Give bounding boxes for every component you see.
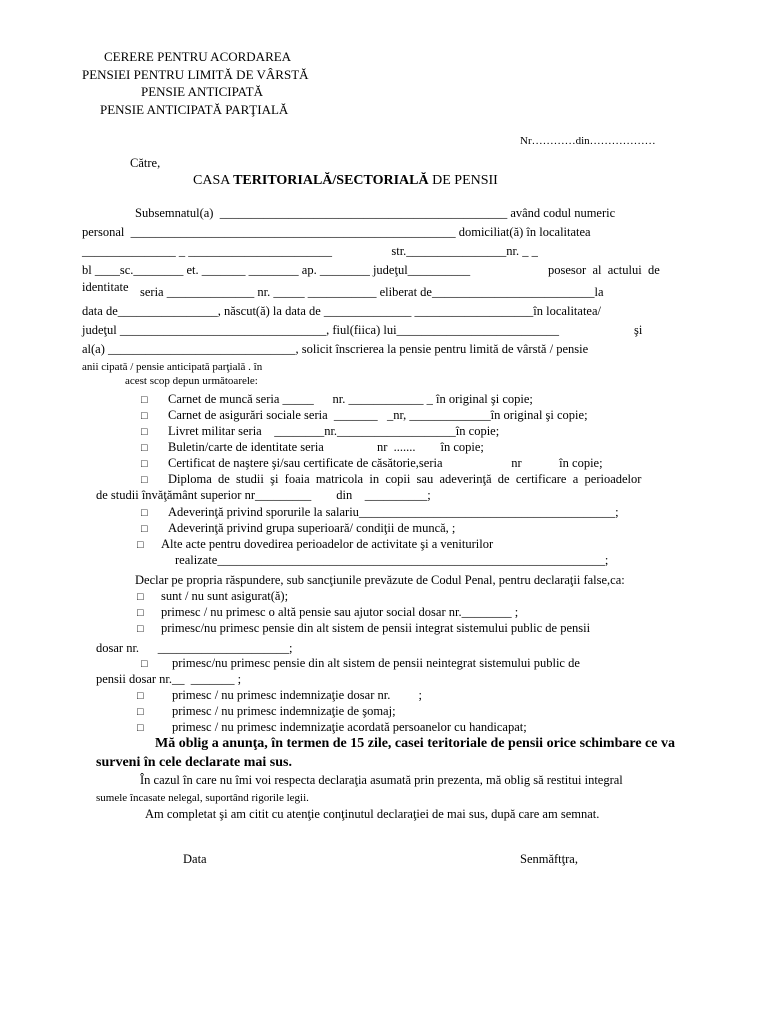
title-line-4: PENSIE ANTICIPATĂ PARŢIALĂ — [100, 102, 289, 117]
checkbox-doc-1[interactable]: □ — [141, 394, 148, 406]
addressee-label: Către, — [130, 156, 161, 170]
checkbox-doc-9[interactable]: □ — [137, 539, 144, 551]
checkbox-decl-4[interactable]: □ — [141, 658, 148, 670]
checkbox-decl-7[interactable]: □ — [137, 722, 144, 734]
birth-date-line[interactable]: data de________________, născut(ă) la data de ______________ ___________________în localitatea/ — [82, 304, 601, 318]
doc-item-5: Certificat de naştere şi/sau certificate de căsătorie,seria nr în copie; — [168, 456, 603, 470]
county-parent-line[interactable]: judeţul _________________________________, fiul(fiica) lui__________________________ — [82, 323, 560, 337]
applicant-name-line[interactable]: Subsemnatul(a) ______________________________________________ având codul numeric — [135, 206, 616, 220]
personal-code-line[interactable]: personal ____________________________________________________ domiciliat(ă) în localitatea — [82, 225, 591, 239]
checkbox-doc-5[interactable]: □ — [141, 458, 148, 470]
checkbox-doc-7[interactable]: □ — [141, 507, 148, 519]
doc-item-2: Carnet de asigurări sociale seria _______ _nr, _____________în original şi copie; — [168, 408, 588, 422]
decl-item-3: primesc/nu primesc pensie din alt sistem de pensii integrat sistemului public de pensii — [161, 621, 591, 635]
doc-item-4: Buletin/carte de identitate seria nr ....... în copie; — [168, 440, 484, 454]
checkbox-decl-1[interactable]: □ — [137, 591, 144, 603]
checkbox-doc-4[interactable]: □ — [141, 442, 148, 454]
title-line-3: PENSIE ANTICIPATĂ — [141, 84, 263, 99]
address-block-line[interactable]: bl ____sc.________ et. _______ ________ ap. ________ judeţul__________ — [82, 263, 471, 277]
title-line-2: PENSIEI PENTRU LIMITĂ DE VÂRSTĂ — [82, 67, 309, 82]
checkbox-decl-5[interactable]: □ — [137, 690, 144, 702]
decl-item-6: primesc / nu primesc indemnizaţie de şomaj; — [172, 704, 396, 718]
decl-item-4-continuation[interactable]: pensii dosar nr.__ _______ ; — [96, 672, 242, 686]
closing-line-1: În cazul în care nu îmi voi respecta declaraţia asumată prin prezenta, mă oblig să restitui integral — [140, 773, 623, 787]
request-continuation: anii cipată / pensie anticipată parţială . în — [82, 361, 263, 373]
checkbox-decl-6[interactable]: □ — [137, 706, 144, 718]
mother-request-line[interactable]: al(a) ______________________________, solicit înscrierea la pensie pentru limită de vârstă / pensie — [82, 342, 589, 356]
doc-item-8: Adeverinţă privind grupa superioară/ condiţii de muncă, ; — [168, 521, 456, 535]
obligation-notice-line-1: Mă oblig a anunţa, în termen de 15 zile, casei teritoriale de pensii orice schimbare ce va — [155, 736, 675, 751]
decl-item-3-continuation[interactable]: dosar nr. _____________________; — [96, 641, 293, 655]
id-series-line[interactable]: seria ______________ nr. _____ ___________ eliberat de__________________________la — [140, 285, 604, 299]
checkbox-decl-3[interactable]: □ — [137, 623, 144, 635]
declaration-intro: Declar pe propria răspundere, sub sancţiunile prevăzute de Codul Penal, pentru declaraţii false,ca: — [135, 573, 625, 587]
doc-item-6-continuation[interactable]: de studii învăţământ superior nr_________ din __________; — [96, 488, 431, 502]
checkbox-doc-8[interactable]: □ — [141, 523, 148, 535]
checkbox-decl-2[interactable]: □ — [137, 607, 144, 619]
identity-doc-label-2: identitate — [82, 280, 129, 294]
doc-item-3: Livret militar seria ________nr.___________________în copie; — [168, 424, 500, 438]
doc-item-1: Carnet de muncă seria _____ nr. ____________ _ în original şi copie; — [168, 392, 533, 406]
doc-item-9-continuation[interactable]: realizate______________________________________________________________; — [175, 553, 609, 567]
documents-intro: acest scop depun următoarele: — [125, 375, 258, 387]
signature-label: Senmăftţra, — [520, 852, 578, 866]
checkbox-doc-6[interactable]: □ — [141, 474, 148, 486]
checkbox-doc-2[interactable]: □ — [141, 410, 148, 422]
closing-line-3: Am completat şi am citit cu atenţie conţinutul declaraţiei de mai sus, după care am semnat. — [145, 807, 600, 821]
registration-number-field[interactable]: Nr…………din……………… — [520, 135, 656, 147]
locality-street-line[interactable]: _______________ _ _______________________ str.________________nr. _ _ — [82, 244, 538, 258]
doc-item-9: Alte acte pentru dovedirea perioadelor de activitate şi a veniturilor — [161, 537, 494, 551]
decl-item-7: primesc / nu primesc indemnizaţie acordată persoanelor cu handicapat; — [172, 720, 527, 734]
and-label: şi — [634, 323, 643, 337]
checkbox-doc-3[interactable]: □ — [141, 426, 148, 438]
decl-item-1: sunt / nu sunt asigurat(ă); — [161, 589, 289, 603]
identity-doc-label-1: posesor al actului de — [548, 263, 660, 277]
doc-item-7: Adeverinţă privind sporurile la salariu_________________________________________; — [168, 505, 619, 519]
closing-line-2: sumele încasate nelegal, suportând rigorile legii. — [96, 792, 309, 804]
decl-item-5: primesc / nu primesc indemnizaţie dosar nr. ; — [172, 688, 422, 702]
decl-item-4: primesc/nu primesc pensie din alt sistem de pensii neintegrat sistemului public de — [172, 656, 580, 670]
doc-item-6: Diploma de studii şi foaia matricola in copii sau adeverinţă de certificare a perioadelor — [168, 472, 642, 486]
obligation-notice-line-2: surveni în cele declarate mai sus. — [96, 755, 292, 770]
addressee-institution: CASA TERITORIALĂ/SECTORIALĂ DE PENSII — [193, 173, 498, 188]
date-label: Data — [183, 852, 207, 866]
title-line-1: CERERE PENTRU ACORDAREA — [104, 49, 292, 64]
decl-item-2: primesc / nu primesc o altă pensie sau ajutor social dosar nr.________ ; — [161, 605, 519, 619]
